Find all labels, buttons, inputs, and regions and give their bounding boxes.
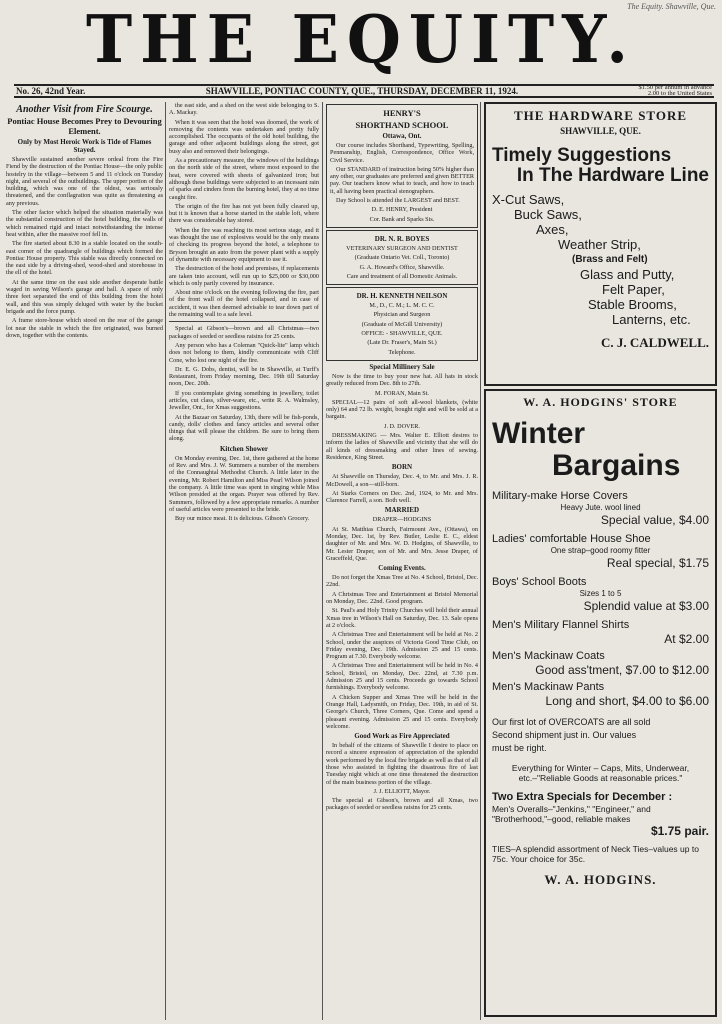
coming-events-heading: Coming Events. [378,564,426,573]
born-heading: BORN [391,463,413,472]
article-paragraph: The destruction of the hotel and premises, if replacements are taken into account, will run up to $25,000 or $30,000 which is only partly covered by insurance. [169,265,319,287]
local-item: At the Bazaar on Saturday, 13th, there will be fish-ponds, candy, dolls' clothes and fancy articles and several other things that will please the children. Be sure to bring them along. [169,413,319,443]
column-divider [165,102,166,1020]
hardware-line: In The Hardware Line [516,165,709,186]
article-paragraph: The fire started about 8.30 in a stable located on the south-east corner of the quadrangle of buildings which formed the Pontiac House property. This stable was directly connected on the east side by a driving-shed, wood-shed and storehouse in the ell of the hotel. [6,240,163,277]
newspaper-title: THE EQUITY. [86,1,636,78]
article-paragraph: About nine o'clock on the evening following the fire, part of the front wall of the hotel collapsed, and in case of accident, it was then deemed advisable to tear down part of the remaining wall to a safe level. [169,289,319,319]
article-paragraph: The origin of the fire has not yet been fully cleared up, but it is known that a horse started in the stable loft, where there was considerable hay stored. [169,202,319,225]
hodgins-store-name: W. A. HODGINS' STORE [523,395,678,409]
local-item: Any person who has a Coleman "Quick-lite" lamp which does not belong to them, kindly communicate with Cliff Cone, who lost one night of the fire. [169,341,319,364]
article-paragraph: As a precautionary measure, the windows of the buildings on the north side of the street, where most exposed to the heat, were covered with sheets of galvanized iron; but although these buildings were subjected to an incessant rain of sparks and cinders from the burning hotel, they at no time caught fire. [169,157,319,201]
timely-suggestions: Timely Suggestions [492,145,672,166]
hodgins-store-ad: W. A. HODGINS' STORE Winter Bargains Military-make Horse Covers Heavy Jute. wool lined Special value, $4.00 Ladies' comfortable House Shoe One strap–good roomy fitter Real special, $1.75 Boys' School Boots Sizes 1 to 5 Splendid value at $3.00 Men's Military Flannel Shirts At $2.00 Men's Mackinaw Coats Good ass'tment, $7.00 to $12.00 Men's Mackinaw Pants Long and short, $4.00 to $6.00 Our first lot of OVERCOATS are all sold Second shipment just in. Our values must be right. Everything for Winter – Caps, Mits, Underwear, etc.–"Reliable Goods at reasonable prices." Two Extra Specials for December : Men's Overalls–"Jenkins," "Engineer," and "Brotherhood,"–good, reliable makes $1.75 pair. TIES–A splendid assortment of Neck Ties–values up to 75c. Your choice for 35c. W. A. HODGINS. [484,389,717,1017]
column-1 [6,102,163,1022]
article-paragraph: A frame store-house which stood on the rear of the garage lot near the stable in which the fire originated, was burned down, together with the contents. [6,317,163,339]
column-3: HENRY'S SHORTHAND SCHOOL Ottawa, Ont. Our course includes Shorthand, Typewriting, Spelling, Penmanship, English, Correspondence, Office Work, Civil Service. Our STANDARD of instruction being 50% higher than any other, our graduates are preferred and given BETTER pay. Our teachers know what to teach, and how to teach it, all having been practical stenographers. Day School is attended the LARGEST and BEST. D. E. HENRY, President Cor. Bank and Sparks Sts. DR. N. R. BOYES VETERINARY SURGEON AND DENTIST (Graduate Ontario Vet. Coll., Toronto) G. A. Howard's Office, Shawville. Care and treatment of all Domestic Animals. DR. H. KENNETH NEILSON M., D., C. M.; L. M. C. C. Physician and Surgeon (Graduate of McGill University) OFFICE: - SHAWVILLE, QUE. (Late Dr. Fraser's, Main St.) Telephone. Special Millinery Sale Now is the time to buy your new hat. All hats in stock greatly reduced from Dec. 8th to 27th. M. FORAN, Main St. SPECIAL—12 pairs of soft all-wool blankets, (white only) 64 and 72 lb. weight, bought right and will be sold at a bargain. J. D. DOVER. DRESSMAKING — Mrs. Walter E. Elliott desires to inform the ladies of Shawville and vicinity that she will do all kinds of dressmaking and other lines of sewing. Residence, King Street. BORN At Shawville on Thursday, Dec. 4, to Mr. and Mrs. J. R. McDowell, a son—still-born. At Starks Corners on Dec. 2nd, 1924, to Mr. and Mrs. Clarence Farrell, a son. Both well. MARRIED DRAPER—HODGINS At St. Matthias Church, Fairmount Ave., (Ottawa), on Monday, Dec. 1st, by Rev. Butler, Leslie E. C., eldest daughter of Mr. and Mrs. W. D. Hodgins, of Shawville, to Mr. Lester Draper, son of Mr. and Mrs. Jesse Draper, of Graceffeld, Que. Coming Events. Do not forget the Xmas Tree at No. 4 School, Bristol, Dec. 22nd. A Christmas Tree and Entertainment at Bristol Memorial on Monday, Dec. 22nd. Good program. St. Paul's and Holy Trinity Churches will hold their annual Xmas tree in Wilson's Hall on Saturday, Dec. 13. Sale opens at 2 o'clock. A Christmas Tree and Entertainment will be held at No. 2 School, under the auspices of Victoria Good Time Club, on Friday evening, Dec. 19th. Admission 25 and 15 cents. Program at 7.30. Everybody welcome. A Christmas Tree and Entertainment will be held in No. 4 School, Bristol, on Monday, Dec. 22nd, at 7.30 p.m. Admission 25 and 15 cents. Proceeds go towards School furnishings. Everybody welcome. A Chicken Supper and Xmas Tree will be held in the Orange Hall, Ladysmith, on Friday, Dec. 19th, in aid of St. George's Church, Three Corners, Que. Come and spend a pleasant evening. Admission 25 and 15 cents. Everybody welcome. Good Work as Fire Appreciated In behalf of the citizens of Shawville I desire to place on record a sincere expression of appreciation of the splendid work performed by the local fire brigade as well as that of all those who assisted in fighting the disastrous fire of last Tuesday night which at one time threatened the destruction of the main business portion of the village. J. J. ELLIOTT, Mayor. The special at Gibson's, brown and all Xmas, two packages of seeded or seedless raisins for 25 cents. [326,102,478,1022]
fire-deck: Pontiac House Becomes Prey to Devouring Element. [7,116,162,136]
henrys-ad: HENRY'S SHORTHAND SCHOOL Ottawa, Ont. Our course includes Shorthand, Typewriting, Spelling, Penmanship, English, Correspondence, Office Work, Civil Service. Our STANDARD of instruction being 50% higher than any other, our graduates are preferred and given BETTER pay. Our teachers know what to teach, and how to teach it, all having been practical stenographers. Day School is attended the LARGEST and BEST. D. E. HENRY, President Cor. Bank and Sparks Sts. [326,104,478,228]
place-date: SHAWVILLE, PONTIAC COUNTY, QUE., THURSDAY, DECEMBER 11, 1924. [205,86,519,96]
millinery-heading: Special Millinery Sale [369,362,435,371]
hodgins-signature: W. A. HODGINS. [544,872,657,887]
local-item: Buy our mince meat. It is delicious. Gibson's Grocery. [175,515,310,523]
hardware-store-name: THE HARDWARE STORE [513,108,688,123]
fire-headline: Another Visit from Fire Scourge. [16,104,153,115]
hardware-store-ad [484,102,717,386]
article-paragraph: On Monday evening, Dec. 1st, there gathered at the home of Rev. and Mrs. J. W. Summers a number of the members of the Connaughtal Methodist Church. A little later in the evening, Mr. Robert Hamilton and Miss Pearl Wilson joined the company. A little time was spent in singing while Miss Wilson presided at the organ. Prayer was offered by Rev. Summers, followed by a few appropriate remarks. A number of useful articles were presented to the bride. [169,454,319,513]
issue-number: No. 26, 42nd Year. [16,86,86,96]
neilson-card: DR. H. KENNETH NEILSON M., D., C. M.; L. M. C. C. Physician and Surgeon (Graduate of McGill University) OFFICE: - SHAWVILLE, QUE. (Late Dr. Fraser's, Main St.) Telephone. [326,287,478,361]
good-work-heading: Good Work as Fire Appreciated [354,732,450,741]
column-2 [169,102,319,1022]
column-divider [480,102,481,1020]
article-paragraph: When it was seen that the hotel was doomed, the work of removing the contents was undertaken and pretty fully accomplished. The occupants of the old hotel building, the garage and other adjacent buildings along the street, got busy also and removed their belongings. [169,118,319,155]
corner-note: The Equity. Shawville, Que. [627,2,716,11]
local-item: If you contemplate giving something in jewellery, toilet articles, cut class, silver-ware, etc., write R. A. Walmsley, Jeweller, Ont., for Xmas suggestions. [169,389,319,412]
article-paragraph: Shawville sustained another severe ordeal from the Fire Fiend by the destruction of the Pontiac House—the only public hostelry in the village—between 5 and 11 o'clock on Tuesday night, and several of the outbuildings. The upper portion of the building, which was one of the oldest, was seriously threatened, and the conflagration was quite as threatening as any previous. [6,156,163,207]
kitchen-shower-heading: Kitchen Shower [219,444,269,453]
masthead [0,0,722,82]
divider [169,321,319,322]
dateline [14,84,714,98]
hardware-store-place: SHAWVILLE, QUE. [560,126,641,136]
article-paragraph: The other factor which helped the situation materially was the substantial construction of the hotel building, the walls of which remained rigid and intact notwithstanding the intense heat within, after the massive roof fell in. [6,209,163,238]
subscription-rate: $1.50 per annum in advance 2.00 to the United States [638,84,712,97]
article-paragraph: At the same time on the east side another desperate battle waged in saving Wilson's garage and hall. A space of only three feet separated the end of this building from the hotel wall, and this was simply deluged with water by the bucket brigade and the force pump. [6,278,163,315]
boyes-card: DR. N. R. BOYES VETERINARY SURGEON AND DENTIST (Graduate Ontario Vet. Coll., Toronto) G. A. Howard's Office, Shawville. Care and treatment of all Domestic Animals. [326,230,478,285]
local-item: Special at Gibson's—brown and all Christmas—two packages of seeded or seedless raisins for 25 cents. [169,325,319,340]
article-paragraph: the east side, and a shed on the west side belonging to S. A. Mackay. [169,102,319,117]
hardware-items: X-Cut Saws, Buck Saws, Axes, Weather Strip, (Brass and Felt) Glass and Putty, Felt Paper, Stable Brooms, Lanterns, etc. [492,192,691,327]
article-paragraph: When the fire was reaching its most serious stage, and it was thought the use of explosives would be the only means of checking its progress beyond the hotel, a telephone to Bryson brought an auto from the power plant with a supply of dynamite with necessary equipment to use it. [169,226,319,263]
hardware-signature: C. J. CALDWELL. [601,335,709,350]
local-item: Dr. E. G. Dobs, dentist, will be in Shawville, at Turff's Restaurant, from Friday morning, Dec. 19th till Saturday noon, Dec. 20th. [169,365,319,388]
married-heading: MARRIED [384,506,420,515]
column-divider [322,102,323,1020]
fire-subdeck: Only by Most Heroic Work is Tide of Flames Stayed. [17,138,152,154]
